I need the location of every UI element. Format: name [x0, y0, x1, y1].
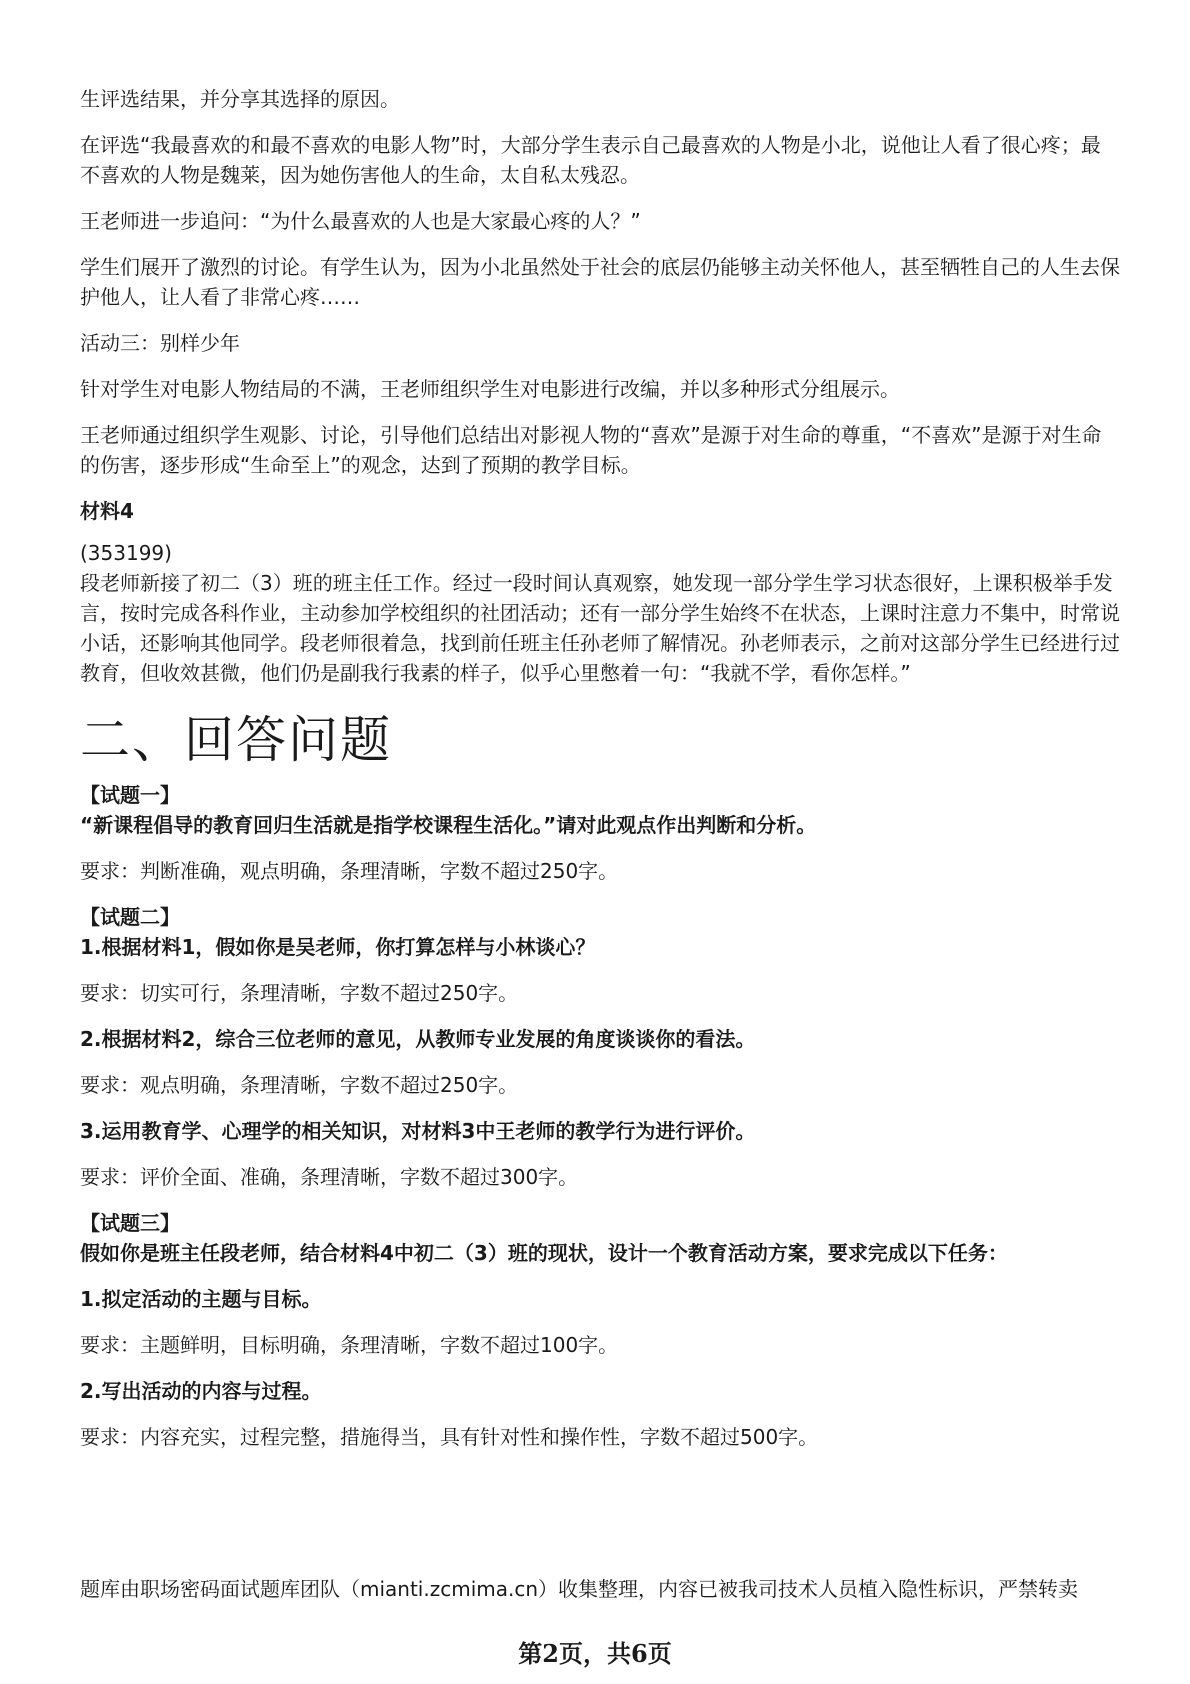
material4-text: 段老师新接了初二（3）班的班主任工作。经过一段时间认真观察，她发现一部分学生学习状态很好，上课积极举手发言，按时完成各科作业，主动参加学校组织的社团活动；还有一部分学生始终不在状态，上课时注意力不集中，时常说小话，还影响其他同学。段老师很着急，找到前任班主任孙老师了解情况。孙老师表示，之前对这部分学生已经进行过教育，但收效甚微，他们仍是副我行我素的样子，似乎心里憋着一句：“我就不学，看你怎样。” [80, 571, 1120, 685]
question-2-sub-3: 3.运用教育学、心理学的相关知识，对材料3中王老师的教学行为进行评价。 [80, 1119, 756, 1143]
question-2-requirement-2: 要求：观点明确，条理清晰，字数不超过250字。 [80, 1073, 519, 1097]
material4-title: 材料4 [80, 499, 134, 523]
question-1-requirement: 要求：判断准确，观点明确，条理清晰，字数不超过250字。 [80, 859, 619, 883]
question-1-text: “新课程倡导的教育回归生活就是指学校课程生活化。”请对此观点作出判断和分析。 [80, 813, 817, 837]
page-number: 第2页，共6页 [518, 1639, 672, 1668]
question-3-sub-1: 1.拟定活动的主题与目标。 [80, 1287, 322, 1311]
material3-paragraph-7: 王老师通过组织学生观影、讨论，引导他们总结出对影视人物的“喜欢”是源于对生命的尊重，“不喜欢”是源于对生命的伤害，逐步形成“生命至上”的观念，达到了预期的教学目标。 [80, 423, 1102, 477]
question-3-sub-2: 2.写出活动的内容与过程。 [80, 1379, 322, 1403]
material3-activity-3: 活动三：别样少年 [80, 331, 240, 355]
document-body [80, 84, 1120, 1468]
footer-note: 题库由职场密码面试题库团队（mianti.zcmima.cn）收集整理，内容已被我司技术人员植入隐性标识，严禁转卖 [80, 1577, 1079, 1601]
material3-paragraph-3: 王老师进一步追问：“为什么最喜欢的人也是大家最心疼的人？” [80, 209, 641, 233]
question-3-requirement-1: 要求：主题鲜明，目标明确，条理清晰，字数不超过100字。 [80, 1333, 619, 1357]
question-1-heading: 【试题一】 [80, 783, 180, 807]
question-3-heading: 【试题三】 [80, 1211, 180, 1235]
question-2-requirement-1: 要求：切实可行，条理清晰，字数不超过250字。 [80, 981, 519, 1005]
question-2-heading: 【试题二】 [80, 905, 180, 929]
material3-paragraph-1: 生评选结果，并分享其选择的原因。 [80, 87, 400, 111]
material3-paragraph-6: 针对学生对电影人物结局的不满，王老师组织学生对电影进行改编，并以多种形式分组展示。 [80, 377, 900, 401]
question-3-requirement-2: 要求：内容充实，过程完整，措施得当，具有针对性和操作性，字数不超过500字。 [80, 1425, 819, 1449]
question-2-requirement-3: 要求：评价全面、准确，条理清晰，字数不超过300字。 [80, 1165, 579, 1189]
material4-id: (353199) [80, 541, 172, 565]
question-2-sub-2: 2.根据材料2，综合三位老师的意见，从教师专业发展的角度谈谈你的看法。 [80, 1027, 756, 1051]
question-2-sub-1: 1.根据材料1，假如你是吴老师，你打算怎样与小林谈心？ [80, 935, 596, 959]
material3-paragraph-4: 学生们展开了激烈的讨论。有学生认为，因为小北虽然处于社会的底层仍能够主动关怀他人，甚至牺牲自己的人生去保护他人，让人看了非常心疼…… [80, 255, 1120, 309]
section-title: 二、回答问题 [80, 711, 392, 769]
question-3-text: 假如你是班主任段老师，结合材料4中初二（3）班的现状，设计一个教育活动方案，要求完成以下任务： [80, 1241, 1008, 1265]
material3-paragraph-2: 在评选“我最喜欢的和最不喜欢的电影人物”时，大部分学生表示自己最喜欢的人物是小北，说他让人看了很心疼；最不喜欢的人物是魏莱，因为她伤害他人的生命，太自私太残忍。 [80, 133, 1101, 187]
